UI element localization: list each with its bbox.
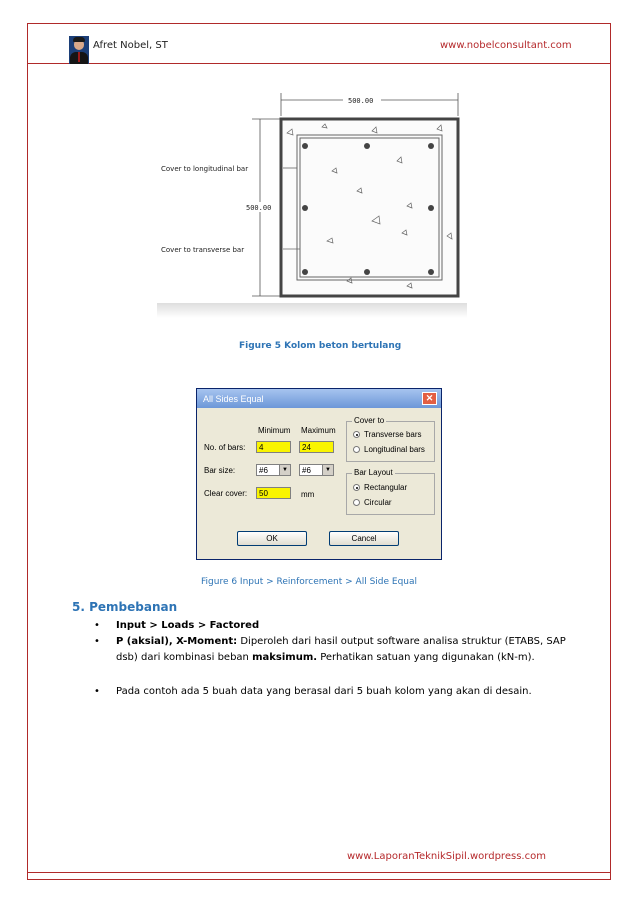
bullet1-text: Input > Loads > Factored <box>116 620 260 631</box>
section-title: 5. Pembebanan <box>72 600 178 614</box>
cancel-button[interactable]: Cancel <box>329 531 399 546</box>
header-website-link[interactable]: www.nobelconsultant.com <box>440 40 572 51</box>
cover-to-group-label: Cover to <box>354 416 385 425</box>
bullet-icon: • <box>94 636 100 647</box>
chevron-down-icon[interactable]: ▼ <box>279 465 290 475</box>
cover-to-group <box>346 416 435 462</box>
dimension-top-label: 500.00 <box>348 97 374 105</box>
bar-size-min-value: #6 <box>259 466 268 475</box>
label-cover-transverse: Cover to transverse bar <box>161 246 245 254</box>
maximum-header: Maximum <box>301 426 336 435</box>
bullet2-bold: P (aksial), X-Moment: <box>116 636 238 647</box>
bullet2-bold2: maksimum. <box>252 652 318 663</box>
clear-cover-label: Clear cover: <box>204 489 248 498</box>
figure5-caption: Figure 5 Kolom beton bertulang <box>239 341 402 351</box>
longitudinal-bars-label: Longitudinal bars <box>364 445 425 454</box>
bar-size-max-value: #6 <box>302 466 311 475</box>
bullet3-text: Pada contoh ada 5 buah data yang berasal dari 5 buah kolom yang akan di desain. <box>116 686 532 697</box>
dialog-title-bar[interactable] <box>197 389 441 408</box>
clear-cover-input[interactable]: 50 <box>256 487 291 499</box>
column-section-drawing <box>157 91 467 306</box>
author-name: Afret Nobel, ST <box>93 40 168 51</box>
bullet2-text-a: Diperoleh dari hasil output software analisa struktur (ETABS, SAP dsb) dari kombinasi beban <box>116 636 566 663</box>
circular-label: Circular <box>364 498 392 507</box>
footer-rule <box>27 872 611 873</box>
label-cover-longitudinal: Cover to longitudinal bar <box>161 165 249 173</box>
all-sides-equal-dialog <box>196 388 442 560</box>
bullet-icon: • <box>94 686 100 697</box>
bar-size-max-select[interactable] <box>299 464 334 476</box>
close-icon[interactable]: ✕ <box>422 392 437 405</box>
radio-longitudinal-bars[interactable] <box>353 446 360 453</box>
author-photo <box>69 36 89 64</box>
dialog-title: All Sides Equal <box>203 394 264 404</box>
ok-button[interactable]: OK <box>237 531 307 546</box>
bullet-icon: • <box>94 620 100 631</box>
dimension-side-label: 500.00 <box>246 204 272 212</box>
figure6-caption: Figure 6 Input > Reinforcement > All Side Equal <box>201 577 418 587</box>
bar-layout-group-label: Bar Layout <box>354 468 393 477</box>
footer-url-link[interactable]: www.LaporanTeknikSipil.wordpress.com <box>347 851 546 862</box>
radio-circular[interactable] <box>353 499 360 506</box>
no-of-bars-label: No. of bars: <box>204 443 246 452</box>
bar-size-min-select[interactable] <box>256 464 291 476</box>
rectangular-label: Rectangular <box>364 483 408 492</box>
chevron-down-icon[interactable]: ▼ <box>322 465 333 475</box>
figure-column-section <box>157 91 467 318</box>
transverse-bars-label: Transverse bars <box>364 430 422 439</box>
bar-layout-group <box>346 468 435 515</box>
bullet2-text-b: Perhatikan satuan yang digunakan (kN-m). <box>317 652 535 663</box>
radio-rectangular[interactable] <box>353 484 360 491</box>
no-of-bars-max-input[interactable]: 24 <box>299 441 334 453</box>
clear-cover-unit: mm <box>301 490 315 499</box>
bar-size-label: Bar size: <box>204 466 236 475</box>
radio-transverse-bars[interactable] <box>353 431 360 438</box>
no-of-bars-min-input[interactable]: 4 <box>256 441 291 453</box>
minimum-header: Minimum <box>258 426 291 435</box>
header-rule <box>27 63 611 64</box>
